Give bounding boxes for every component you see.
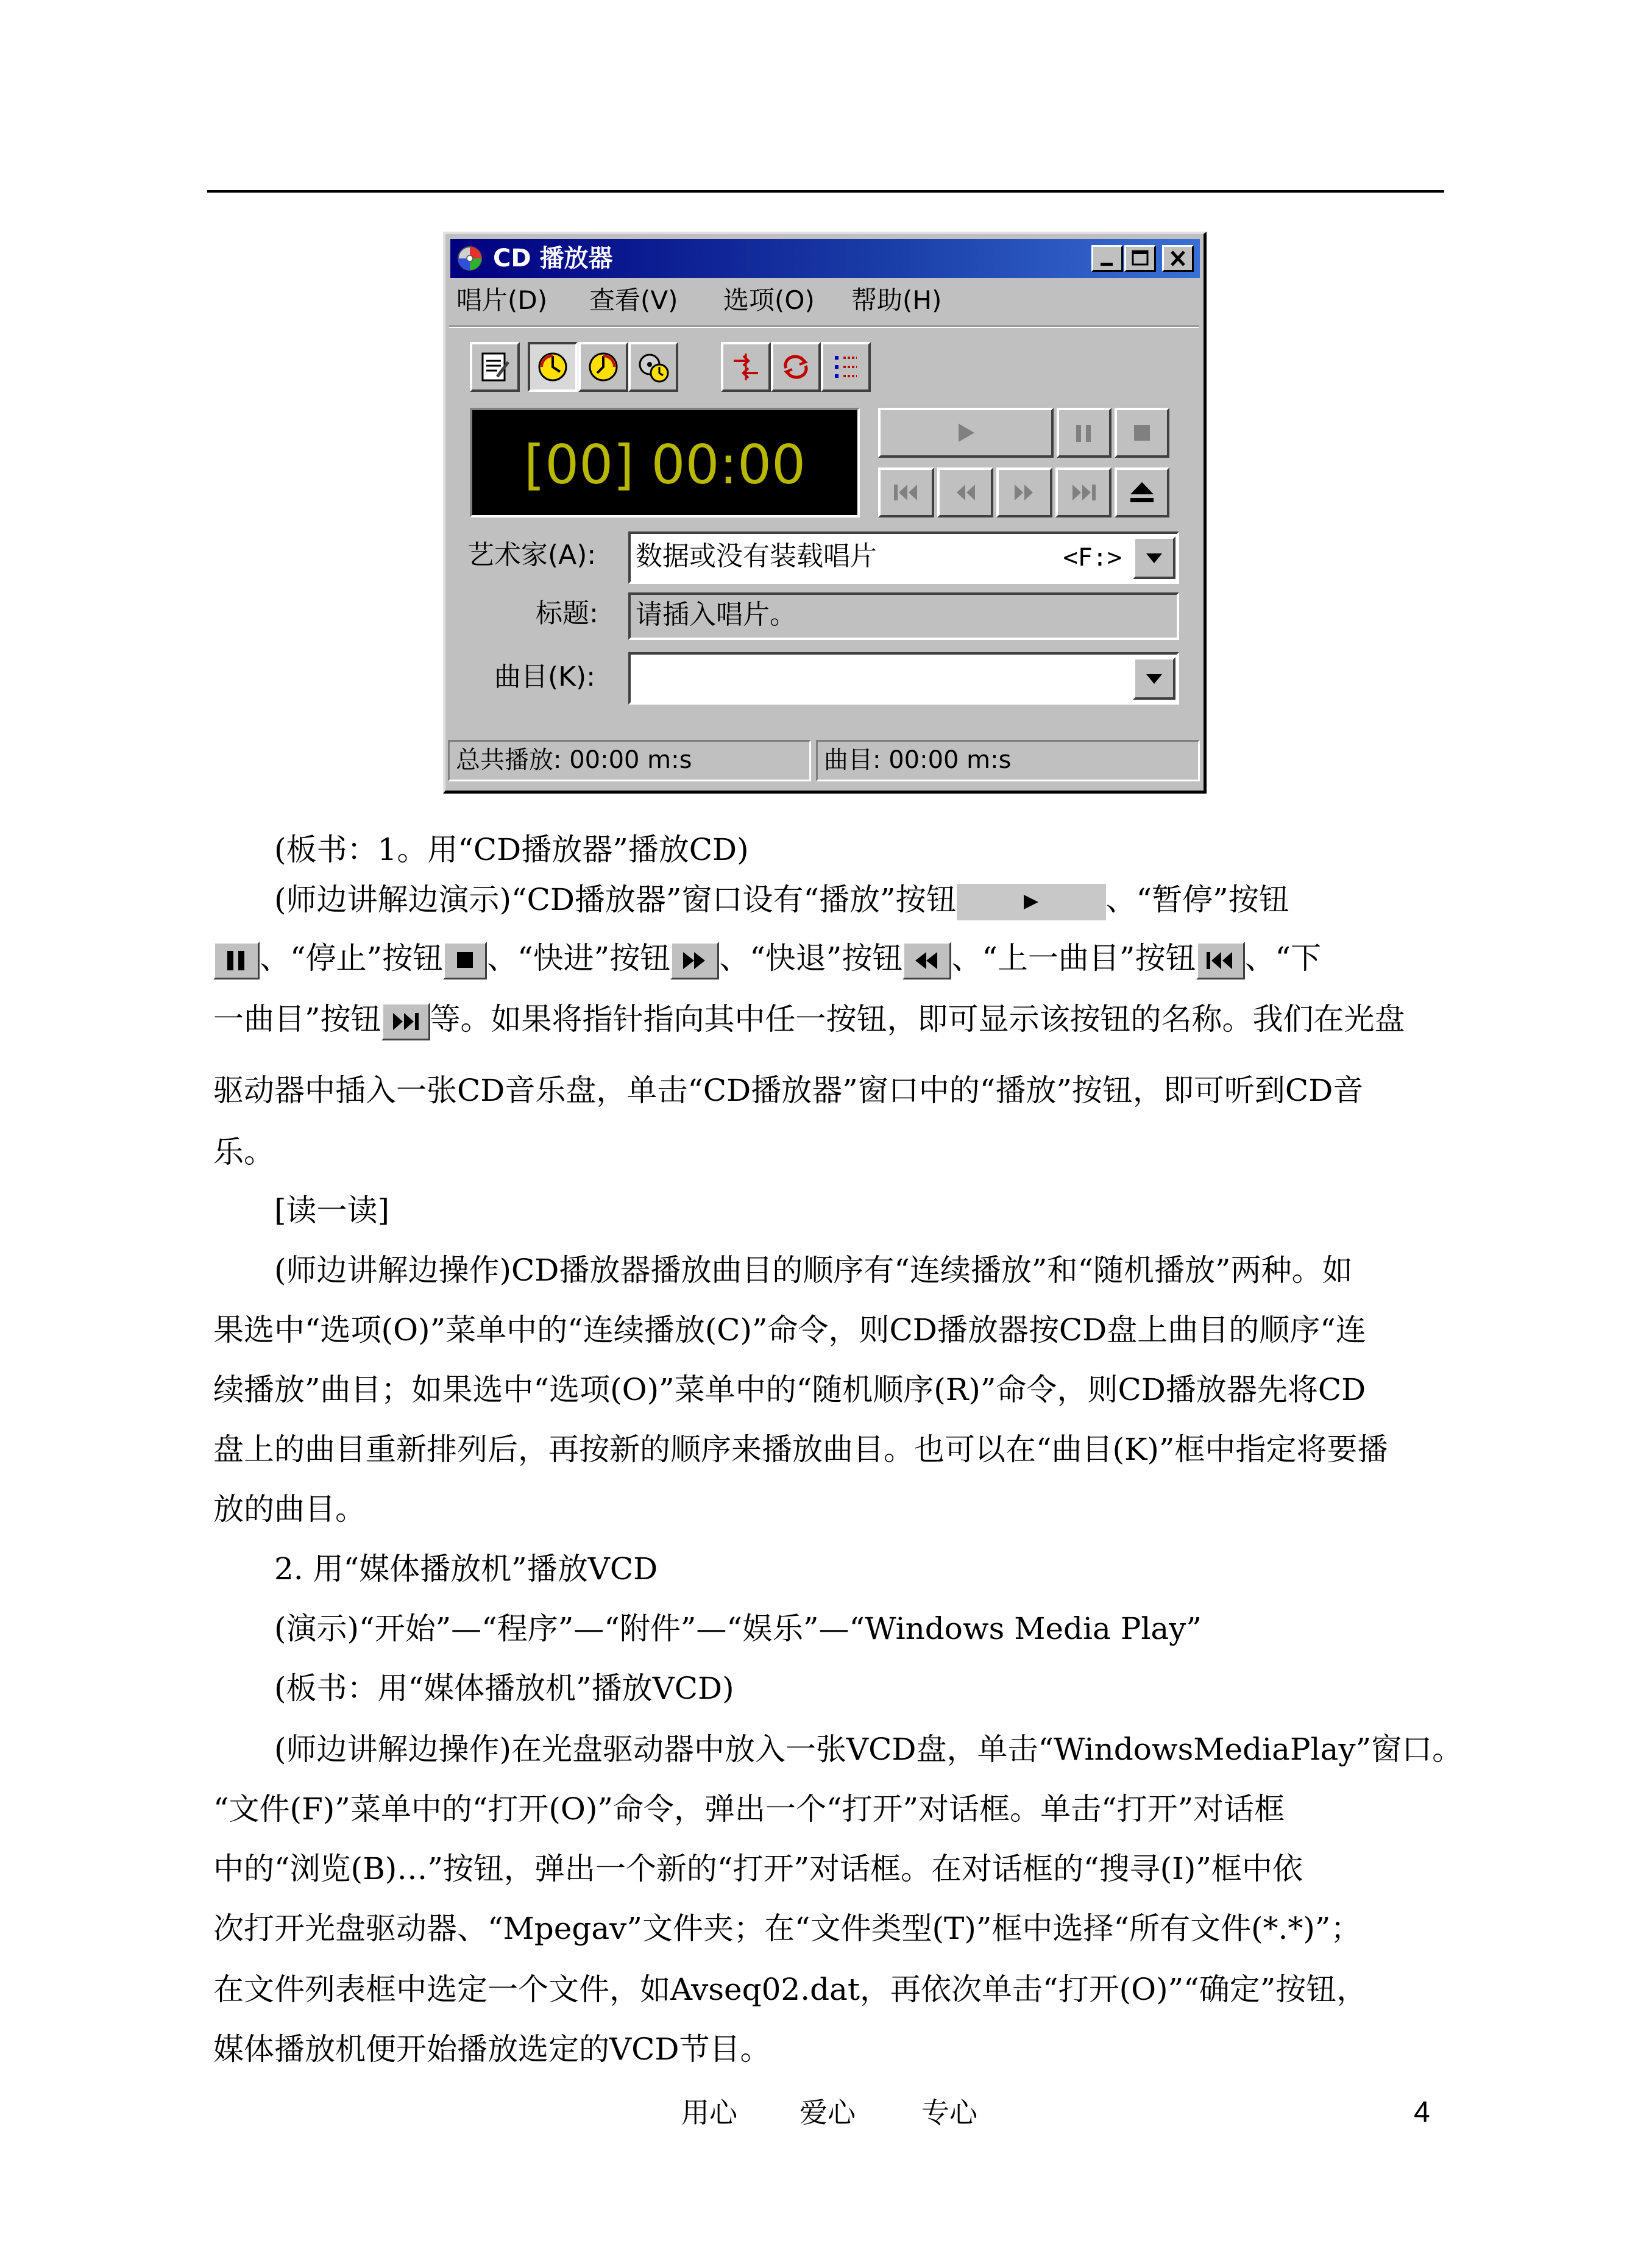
next-track-button[interactable] (1055, 467, 1112, 517)
inline-rewind-button (902, 942, 951, 979)
continuous-play-icon (778, 349, 814, 385)
status-track-time: 曲目: 00:00 m:s (816, 740, 1200, 781)
footer-left: 用心 (681, 2096, 737, 2129)
skip-back-icon (940, 470, 991, 515)
track-time-remaining-button[interactable] (578, 342, 628, 392)
stop-icon (445, 944, 485, 978)
menu-options[interactable]: 选项(O) (723, 285, 815, 315)
footer-middle: 爱心 (800, 2096, 856, 2129)
text-line-15: (板书：用“媒体播放机”播放VCD) (274, 1671, 734, 1706)
stop-button[interactable] (1115, 408, 1169, 458)
text-line-5: 驱动器中插入一张CD音乐盘，单击“CD播放器”窗口中的“播放”按钮，即可听到CD音 (213, 1073, 1364, 1108)
random-order-button[interactable] (721, 342, 771, 392)
chevron-down-icon (1135, 539, 1173, 577)
text-line-18: 中的“浏览(B)…”按钮，弹出一个新的“打开”对话框。在对话框的“搜寻(I)”框中依 (213, 1851, 1303, 1886)
skip-forward-button[interactable] (996, 467, 1052, 517)
track-label: 曲目(K): (494, 661, 596, 692)
cd-player-app-icon (456, 245, 483, 272)
previous-track-icon (881, 470, 932, 515)
inline-next-track-button (381, 1003, 430, 1040)
text-line-11: 盘上的曲目重新排列后，再按新的顺序来播放曲目。也可以在“曲目(K)”框中指定将要播 (213, 1432, 1388, 1467)
artist-label: 艺术家(A): (467, 539, 597, 571)
text-line-7: [读一读] (274, 1193, 390, 1228)
artist-value: 数据或没有装载唱片 (636, 541, 877, 572)
text-line-12: 放的曲目。 (213, 1491, 366, 1527)
text-line-4a: 一曲目”按钮 (213, 1001, 381, 1037)
intro-play-icon (828, 349, 864, 385)
text-line-2b: 、“暂停”按钮 (1105, 882, 1289, 917)
previous-track-button[interactable] (878, 467, 934, 517)
inline-play-button (957, 884, 1106, 920)
text-line-2 (274, 880, 1289, 920)
track-time-remaining-icon (585, 349, 622, 385)
chevron-down-icon (1135, 659, 1173, 697)
text-line-14: (演示)“开始”—“程序”—“附件”—“娱乐”—“Windows Media Play” (274, 1611, 1202, 1646)
maximize-icon (1126, 247, 1154, 270)
inline-previous-track-button (1196, 942, 1245, 979)
text-line-9: 果选中“选项(O)”菜单中的“连续播放(C)”命令，则CD播放器按CD盘上曲目的顺序“连 (213, 1312, 1366, 1348)
edit-playlist-button[interactable] (470, 342, 520, 392)
title-bar[interactable] (450, 239, 1200, 278)
text-line-6: 乐。 (213, 1134, 274, 1170)
text-line-2a: (师边讲解边演示)“CD播放器”窗口设有“播放”按钮 (274, 882, 957, 917)
menu-help[interactable]: 帮助(H) (851, 285, 942, 315)
next-track-icon (383, 1004, 428, 1039)
text-line-3e: 、“下 (1244, 940, 1322, 976)
play-button[interactable] (878, 408, 1054, 458)
continuous-play-button[interactable] (771, 342, 821, 392)
text-line-3d: 、“上一曲目”按钮 (951, 940, 1196, 976)
skip-back-button[interactable] (937, 467, 993, 517)
text-line-8: (师边讲解边操作)CD播放器播放曲目的顺序有“连续播放”和“随机播放”两种。如 (274, 1253, 1353, 1288)
edit-playlist-icon (477, 349, 513, 385)
text-line-17: “文件(F)”菜单中的“打开(O)”命令，弹出一个“打开”对话框。单击“打开”对话框 (213, 1791, 1285, 1827)
artist-dropdown-button[interactable] (1133, 536, 1175, 579)
time-display-text: [00] 00:00 (523, 433, 806, 496)
inline-fast-forward-button (670, 942, 719, 979)
inline-pause-button (213, 942, 260, 979)
text-line-16: (师边讲解边操作)在光盘驱动器中放入一张VCD盘，单击“WindowsMediaPlay”窗口。 (274, 1732, 1463, 1767)
minimize-button[interactable] (1091, 245, 1123, 272)
text-line-13: 2. 用“媒体播放机”播放VCD (274, 1551, 658, 1587)
eject-icon (1117, 470, 1167, 515)
skip-back-icon (904, 944, 949, 978)
menu-view[interactable]: 查看(V) (589, 285, 678, 315)
maximize-button[interactable] (1124, 245, 1156, 272)
track-time-elapsed-button[interactable] (528, 342, 578, 392)
skip-forward-icon (999, 470, 1050, 515)
text-line-4 (213, 1000, 1405, 1040)
cd-player-window (443, 232, 1207, 794)
text-line-19: 次打开光盘驱动器、“Mpegav”文件夹；在“文件类型(T)”框中选择“所有文件(*.*)”； (213, 1911, 1361, 1946)
close-button[interactable] (1162, 245, 1194, 272)
text-line-3a: 、“停止”按钮 (260, 940, 444, 976)
text-line-10: 续播放”曲目；如果选中“选项(O)”菜单中的“随机顺序(R)”命令，则CD播放器先将CD (213, 1372, 1366, 1407)
pause-icon (215, 944, 258, 978)
title-value: 请插入唱片。 (636, 599, 796, 630)
intro-play-button[interactable] (821, 342, 871, 392)
time-display (470, 408, 860, 517)
skip-forward-icon (672, 944, 717, 978)
status-total-time: 总共播放: 00:00 m:s (448, 740, 811, 781)
inline-stop-button (443, 942, 487, 979)
text-line-21: 媒体播放机便开始播放选定的VCD节目。 (213, 2032, 771, 2067)
disc-time-remaining-icon (635, 349, 672, 385)
track-dropdown-button[interactable] (1133, 657, 1175, 700)
track-time-elapsed-icon (534, 349, 571, 385)
previous-track-icon (1198, 944, 1243, 978)
footer-right: 专心 (921, 2096, 977, 2129)
page-number: 4 (1414, 2096, 1430, 2128)
text-line-3c: 、“快退”按钮 (719, 940, 903, 976)
stop-icon (1117, 410, 1167, 455)
drive-letter: <F:> (1063, 544, 1122, 572)
minimize-icon (1093, 247, 1121, 270)
menu-bar (452, 283, 1195, 317)
header-rule (207, 190, 1444, 193)
window-title: CD 播放器 (493, 244, 613, 272)
eject-button[interactable] (1115, 467, 1169, 517)
close-icon (1164, 247, 1192, 270)
random-order-icon (728, 349, 764, 385)
title-label: 标题: (536, 598, 598, 629)
pause-button[interactable] (1057, 408, 1112, 458)
next-track-icon (1058, 470, 1109, 515)
title-field (628, 592, 1179, 640)
play-icon (957, 884, 1106, 920)
pause-icon (1059, 410, 1109, 455)
disc-time-remaining-button[interactable] (628, 342, 678, 392)
play-icon (881, 410, 1051, 455)
menu-separator (449, 325, 1199, 328)
text-line-1: (板书：1。用“CD播放器”播放CD) (274, 832, 749, 867)
text-line-3b: 、“快进”按钮 (487, 940, 671, 976)
artist-combobox[interactable] (628, 531, 1179, 584)
text-line-4b: 等。如果将指针指向其中任一按钮，即可显示该按钮的名称。我们在光盘 (430, 1001, 1405, 1037)
text-line-3 (213, 939, 1321, 979)
menu-disc[interactable]: 唱片(D) (456, 285, 548, 315)
track-combobox[interactable] (628, 652, 1179, 705)
text-line-20: 在文件列表框中选定一个文件，如Avseq02.dat，再依次单击“打开(O)”“确定”按钮， (213, 1972, 1367, 2007)
